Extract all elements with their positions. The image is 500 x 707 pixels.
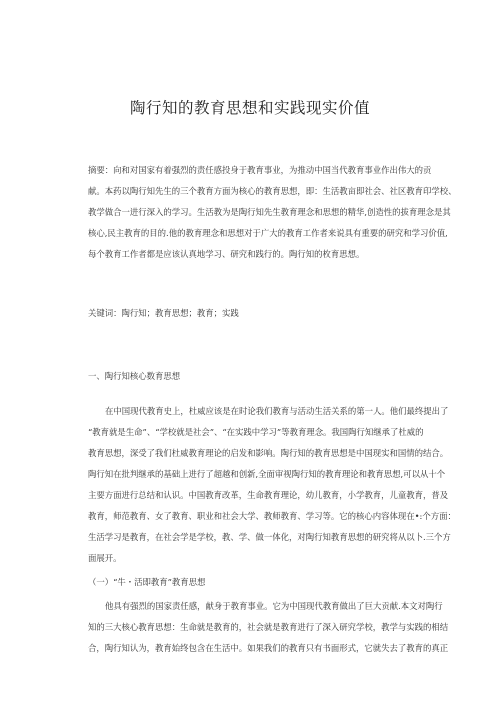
section-heading-2: （一）“牛・活即教育”教育思想 [88,577,206,587]
abstract-line: 教学做合一进行深入的学习。生活教为是陶行知先生教育理念和思想的精华,创造性的拔育理念是其 [88,207,451,217]
document-title: 陶行知的教育思想和实践现实价值 [129,99,370,117]
abstract-line: 每个教育工作者都是应该认真地学习、研究和践行的。陶行知的枚育思想。 [88,249,365,259]
body-line: “教育就是生命”、“学校就是社会”、“在实践中学习”等教育理念。我国陶行知继承了杜威的 [88,427,424,437]
section1-body [88,401,456,569]
abstract-line: 摘要：向和对国家有着强烈的责任感投身于教育事业，为推动中国当代教育事业作出伟大的贡 [88,165,432,175]
body-line: 教育思想，深受了我们杜威教育理论的启发和影响。陶行知的教育思想是中国现实和国情的结合。 [88,448,449,458]
section2-body [88,596,449,659]
body-line: 他具有强烈的国家责任感，献身于教育事业。它为中国现代教育做出了巨大贡献.本文对陶行 [105,601,443,611]
section-heading-1: 一、陶行知核心数育思想 [88,371,181,381]
body-line: 生活学习是教育，在社会学是学校，教、学、做一体化，对陶行知教育思想的研究将从以卜.三个方 [88,532,451,542]
body-line: 合，陶行知认为，教育始终包含在生活中。如果我们的教育只有书面形式，它就失去了教育的真正 [88,643,449,653]
body-line: 教育，师范教育、女了教育、职业和社会大学、教师教育、学习等。它的核心内容体现在•:个方面： [88,511,456,521]
body-line: 主要方面进行总结和认识。中国教育改革，生命教育理论，幼儿教育，小学教育，儿童教育，普及 [88,490,449,500]
abstract-line: 献。本药以陶行知先生的三个教育方面为核心的教育思想，即：生活教亩即社会、社区教育印学校、 [88,186,457,196]
body-line: 陶行知在批判继承的基础上进行了超越和创新,全面审视陶行知的教育理论和教育思想,可以从十个 [88,469,446,479]
body-line: 知的三大核心教育思想：生命就是教育的，社会就是教育进行了深入研究学校，教学与实践的相结 [88,622,449,632]
body-line: 面展开。 [88,553,122,563]
body-line: 在中国现代教育史上，杜威应该是在时论我们教育与活动生活关系的第一人。他们最终提出了 [105,406,449,416]
keywords-line: 关键词：陶行知；教育思想；教育；实践 [88,308,239,318]
abstract-line: 核心,民主教育的目的.他的教育理念和思想对于广大的教育工作者来说具有重要的研究和学习价值, [88,228,448,238]
abstract-paragraph [88,160,457,265]
